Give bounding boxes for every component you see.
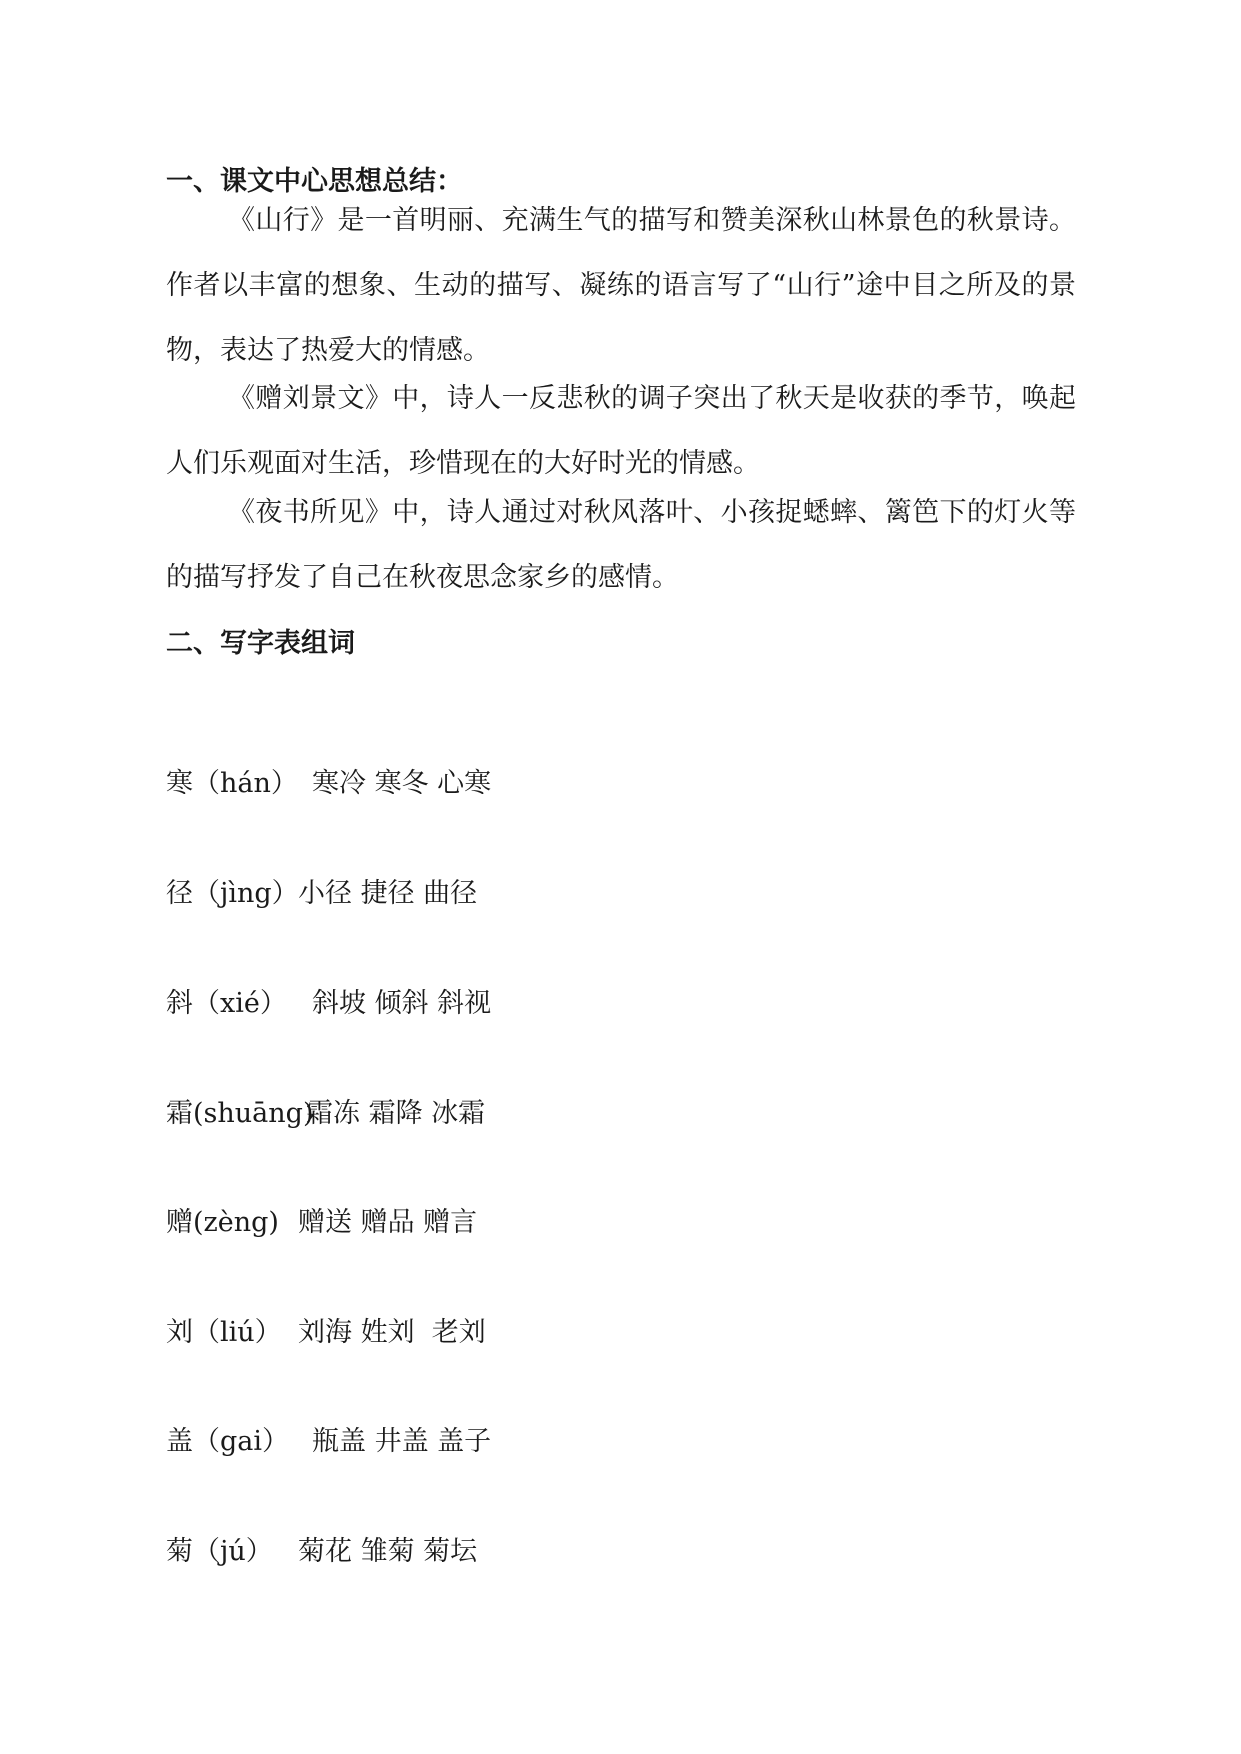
char-pinyin: 径（jìng） bbox=[166, 878, 299, 909]
word-row-han bbox=[166, 764, 491, 804]
word-row-gai bbox=[166, 1422, 491, 1462]
word-row-jing bbox=[166, 874, 477, 914]
section2-heading: 二、写字表组词 bbox=[166, 628, 355, 659]
char-pinyin: 刘（liú） bbox=[166, 1317, 282, 1348]
word-row-shuang bbox=[166, 1094, 485, 1134]
char-pinyin: 斜（xié） bbox=[166, 988, 287, 1019]
paragraph-shanxing: 《山行》是一首明丽、充满生气的描写和赞美深秋山林景色的秋景诗。作者以丰富的想象、生动的描写、凝练的语言写了“山行”途中目之所及的景物，表达了热爱大的情感。 bbox=[166, 205, 1076, 366]
word-row-xie bbox=[166, 984, 491, 1024]
char-pinyin: 寒（hán） bbox=[166, 768, 298, 799]
char-pinyin: 霜(shuāng) bbox=[166, 1098, 314, 1129]
paragraph-ye-shu-suo-jian: 《夜书所见》中，诗人通过对秋风落叶、小孩捉蟋蟀、篱笆下的灯火等的描写抒发了自己在秋夜思念家乡的感情。 bbox=[166, 497, 1076, 593]
word-list: 菊花 雏菊 菊坛 bbox=[298, 1536, 478, 1567]
word-list: 赠送 赠品 赠言 bbox=[298, 1207, 478, 1238]
word-row-zeng bbox=[166, 1203, 477, 1243]
word-list: 小径 捷径 曲径 bbox=[298, 878, 478, 909]
word-row-ju bbox=[166, 1532, 477, 1572]
section1-heading: 一、课文中心思想总结： bbox=[166, 166, 463, 197]
paragraph-zeng-liu-jingwen: 《赠刘景文》中，诗人一反悲秋的调子突出了秋天是收获的季节，唤起人们乐观面对生活，珍惜现在的大好时光的情感。 bbox=[166, 383, 1076, 479]
word-list: 瓶盖 井盖 盖子 bbox=[312, 1426, 492, 1457]
char-pinyin: 盖（gai） bbox=[166, 1426, 290, 1457]
char-pinyin: 赠(zèng) bbox=[166, 1207, 279, 1238]
char-pinyin: 菊（jú） bbox=[166, 1536, 273, 1567]
word-list: 斜坡 倾斜 斜视 bbox=[312, 988, 492, 1019]
word-list: 刘海 姓刘 老刘 bbox=[298, 1317, 486, 1348]
word-list: 寒冷 寒冬 心寒 bbox=[312, 768, 492, 799]
word-row-liu bbox=[166, 1313, 486, 1353]
word-list: 霜冻 霜降 冰霜 bbox=[306, 1098, 486, 1129]
